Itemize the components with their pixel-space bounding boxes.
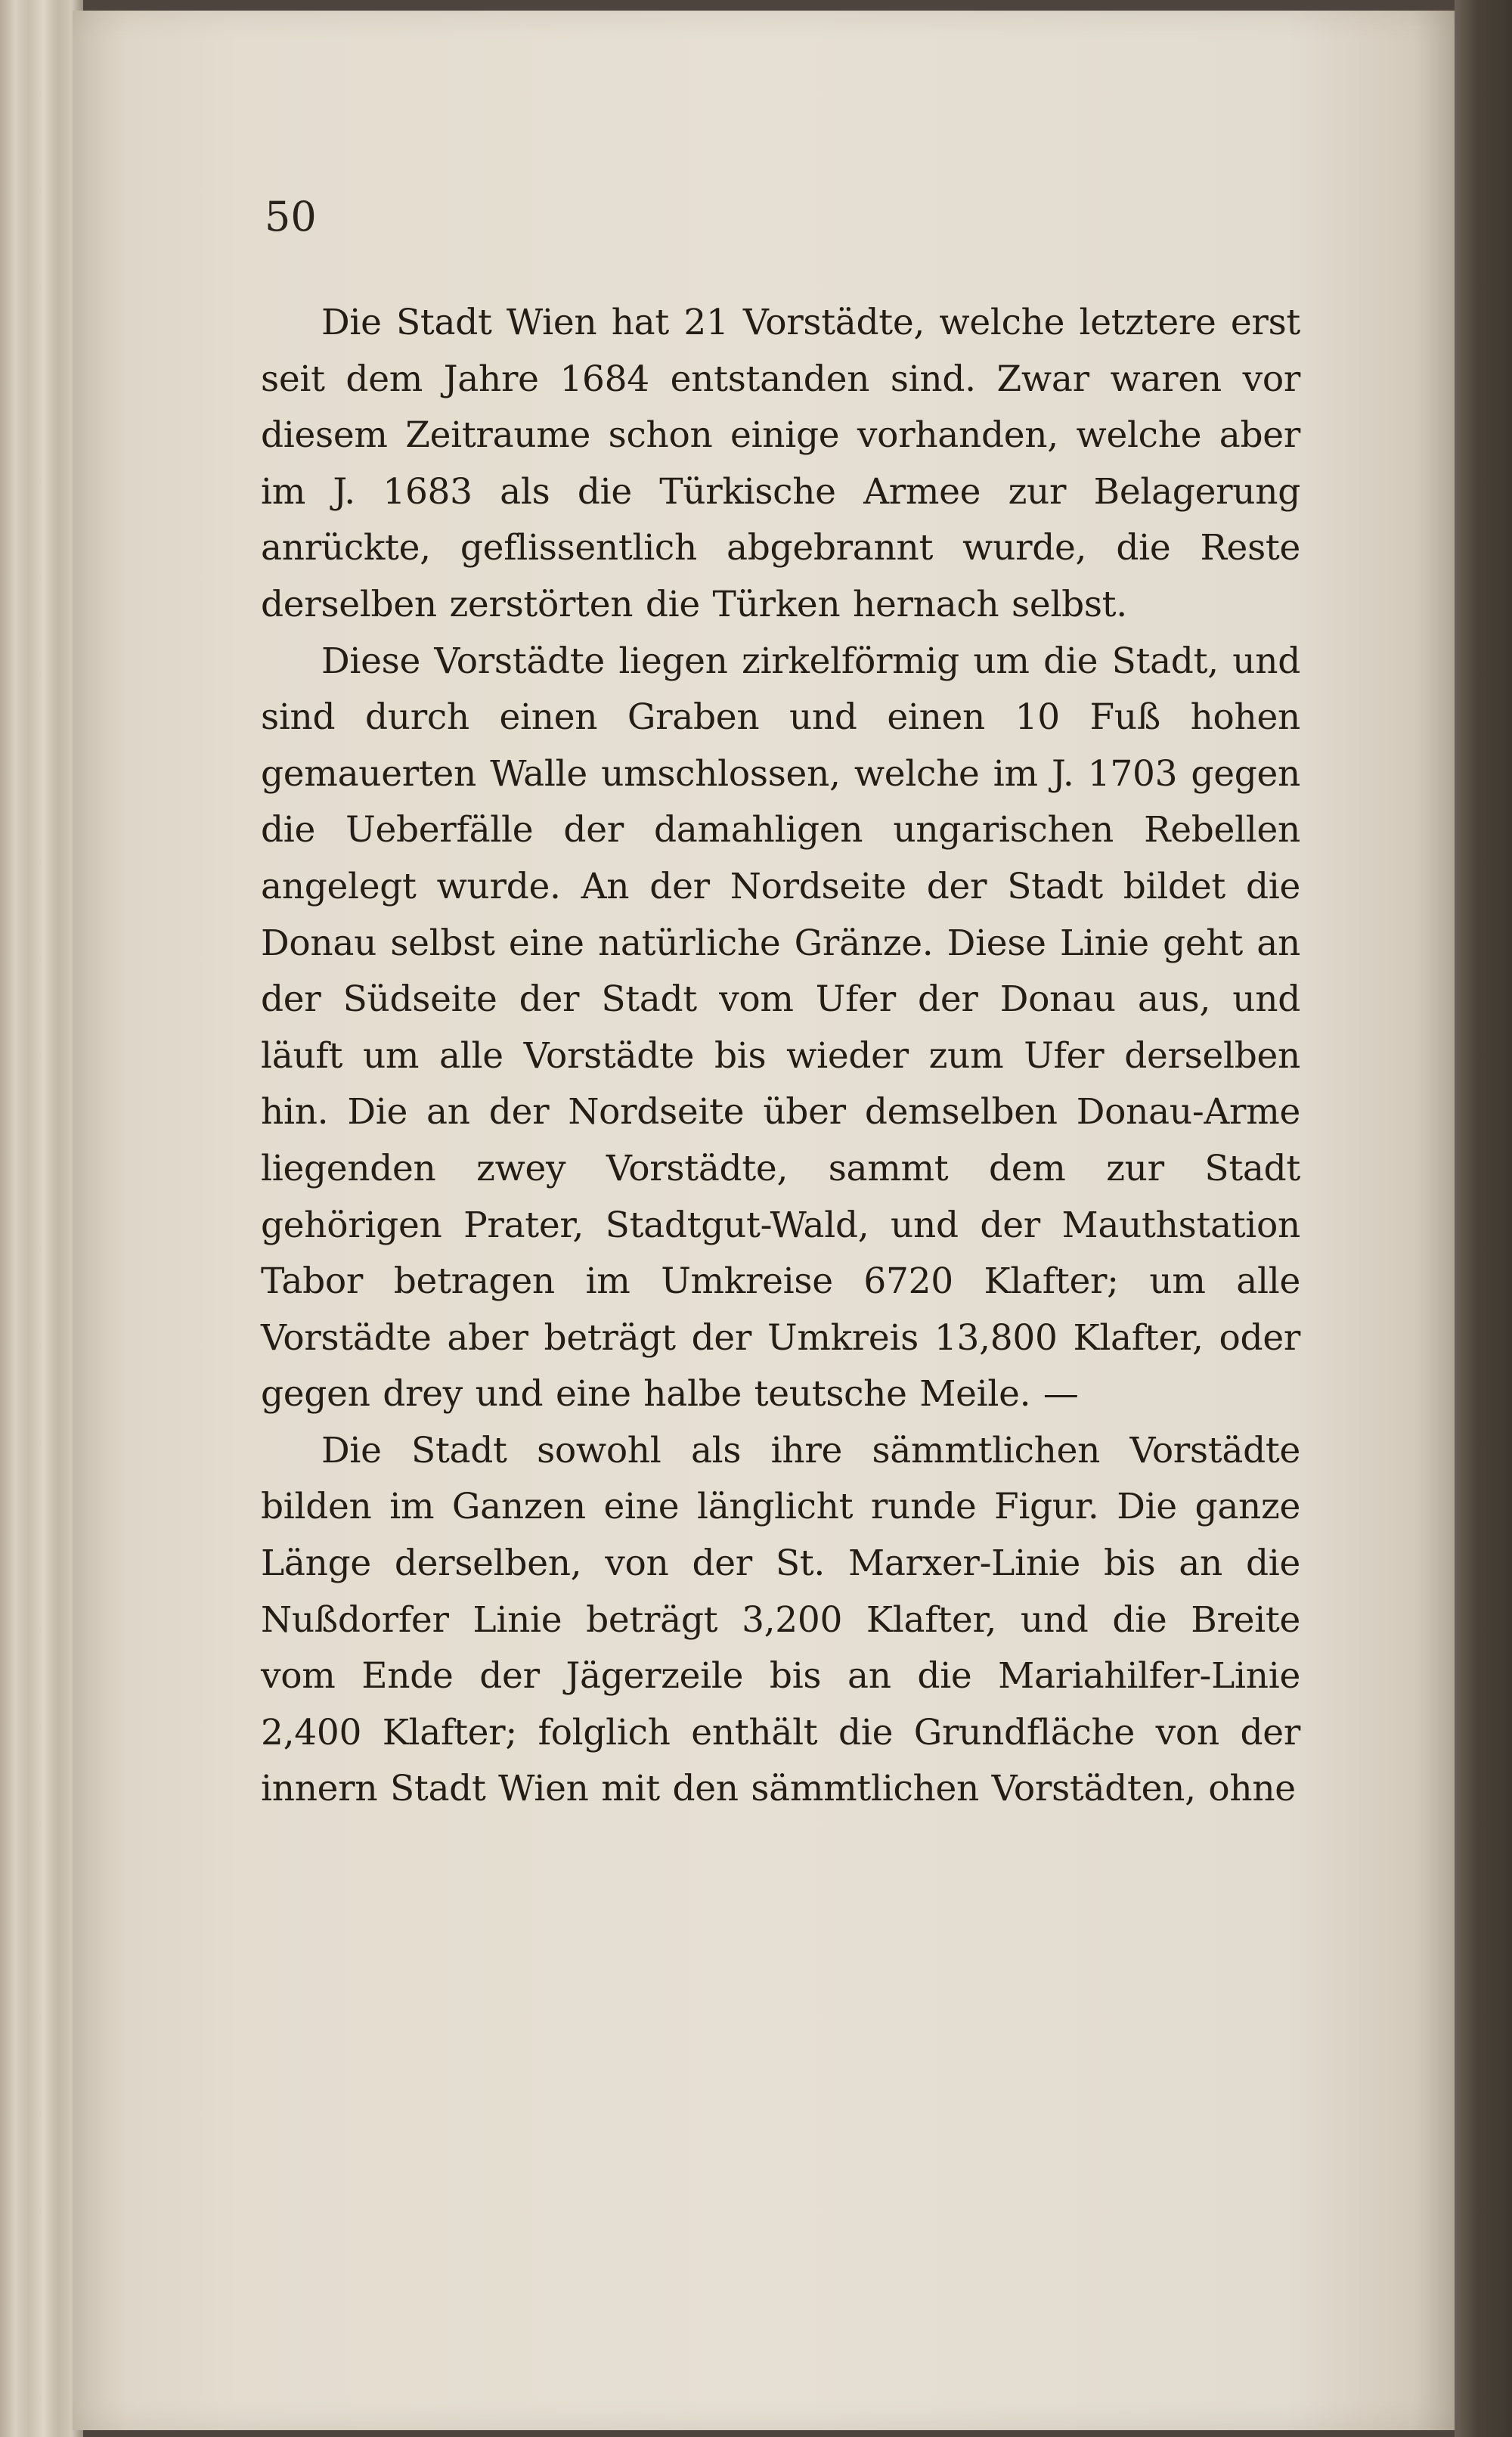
book-page-edges <box>0 0 83 2437</box>
paragraph-vorstaedte-history: Die Stadt Wien hat 21 Vorstädte, welche letztere erst seit dem Jahre 1684 entstanden sind. Zwar waren vor diesem Zeitraume schon einige vorhanden, welche aber im J. 1683 als die Türkische Armee zur Belagerung anrückte, geflissentlich abgebrannt wurde, die Reste derselben zerstörten die Türken hernach selbst. <box>261 302 1300 625</box>
page-number: 50 <box>265 193 317 240</box>
body-text <box>261 295 1300 1818</box>
paragraph-vorstaedte-walls: Diese Vorstädte liegen zirkelförmig um die Stadt, und sind durch einen Graben und einen 10 Fuß hohen gemauerten Walle umschlossen, welche im J. 1703 gegen die Ueberfälle der damahligen ungarischen Rebellen angelegt wurde. An der Nordseite der Stadt bildet die Donau selbst eine natürliche Gränze. Diese Linie geht an der Südseite der Stadt vom Ufer der Donau aus, und läuft um alle Vorstädte bis wieder zum Ufer derselben hin. Die an der Nordseite über demselben Donau-Arme liegenden zwey Vorstädte, sammt dem zur Stadt gehörigen Prater, Stadtgut-Wald, und der Mauthstation Tabor betragen im Umkreise 6720 Klafter; um alle Vorstädte aber beträgt der Umkreis 13,800 Klafter, oder gegen drey und eine halbe teutsche Meile. — <box>261 640 1300 1415</box>
paragraph-city-dimensions: Die Stadt sowohl als ihre sämmtlichen Vorstädte bilden im Ganzen eine länglicht runde Figur. Die ganze Länge derselben, von der St. Marxer-Linie bis an die Nußdorfer Linie beträgt 3,200 Klafter, und die Breite vom Ende der Jägerzeile bis an die Mariahilfer-Linie 2,400 Klafter; folglich enthält die Grundfläche von der innern Stadt Wien mit den sämmtlichen Vorstädten, ohne <box>261 1429 1300 1810</box>
book-cover-edge <box>1455 0 1512 2437</box>
